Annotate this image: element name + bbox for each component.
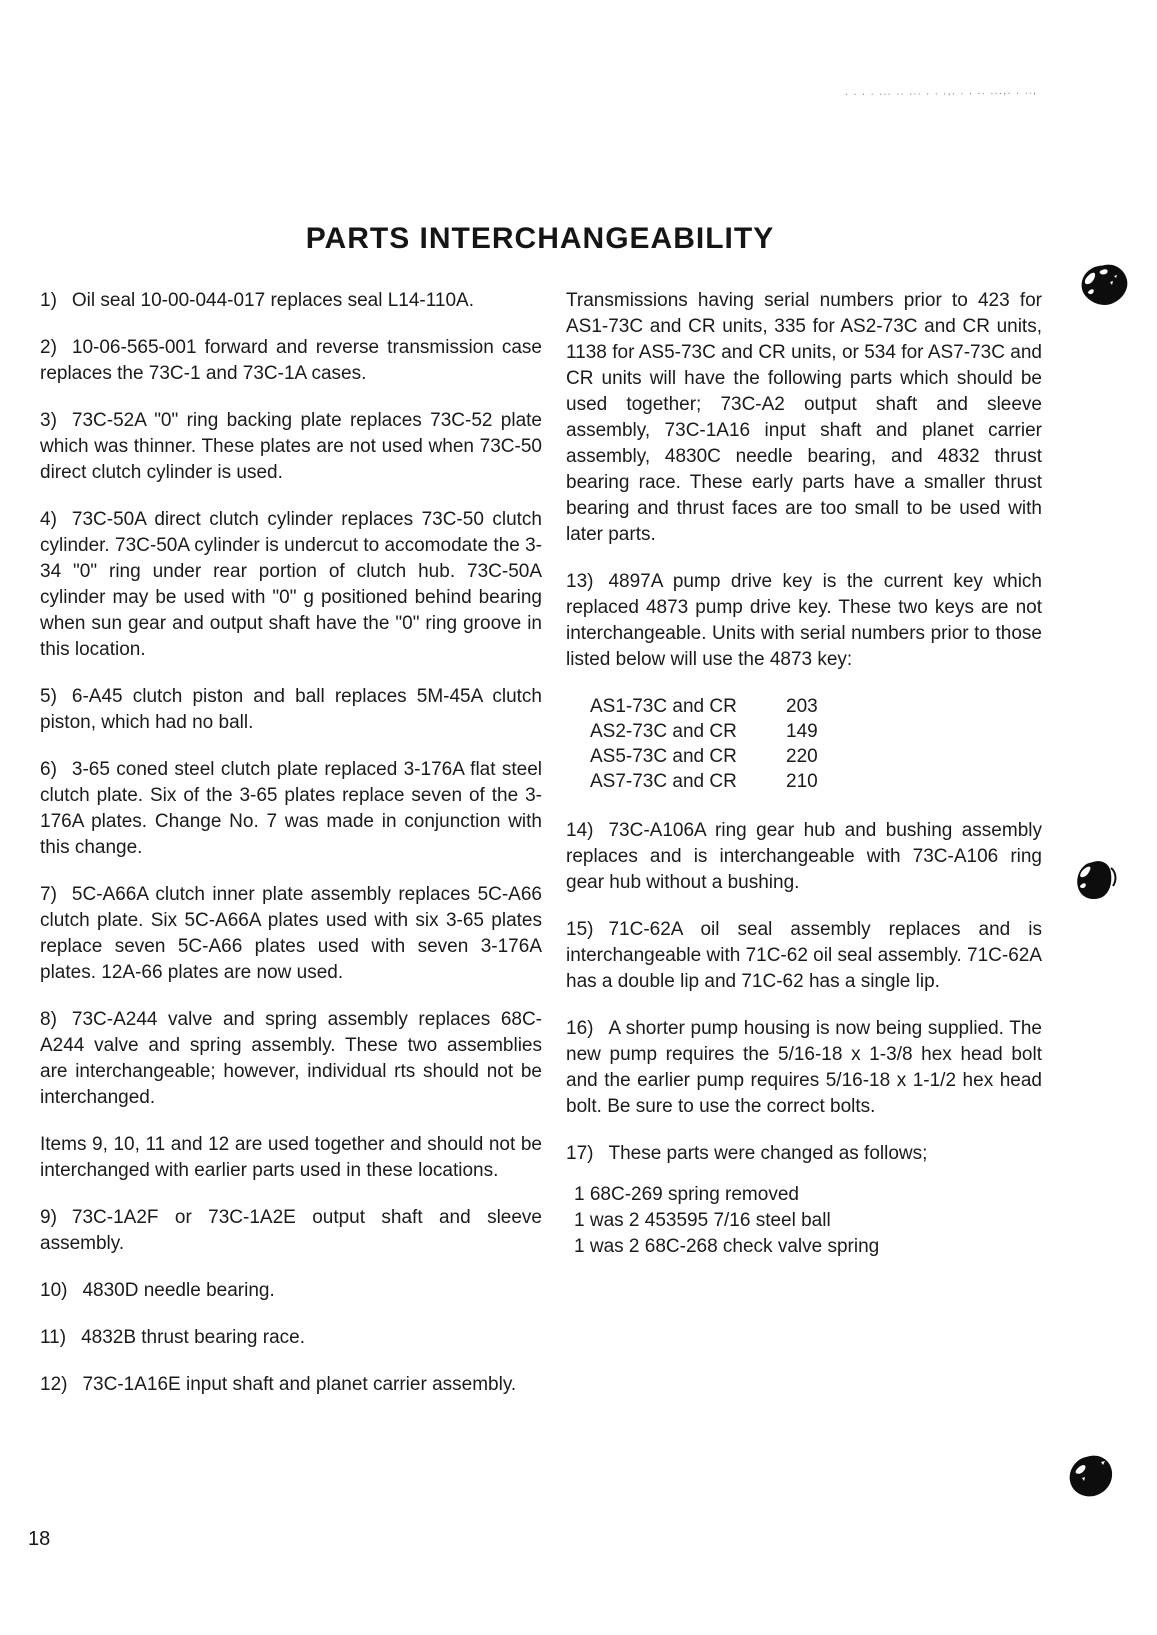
parts-item-3	[40, 408, 542, 486]
unit-model: AS7-73C and CR	[590, 771, 737, 793]
parts-item-1	[40, 288, 542, 314]
item-number: 12)	[40, 1374, 68, 1396]
parts-item-17	[566, 1141, 1042, 1167]
serial-number-table	[590, 694, 1042, 794]
item-text: 73C-A244 valve and spring assembly replaces 68C-A244 valve and spring assembly. These two assemblies are interchangeable; however, individual rts should not be interchanged.	[40, 1009, 542, 1109]
unit-model: AS5-73C and CR	[590, 746, 737, 768]
change-line: 1 was 2 68C-268 check valve spring	[574, 1236, 880, 1258]
item-text: Transmissions having serial numbers prior to 423 for AS1-73C and CR units, 335 for AS2-73C and CR units, 1138 for AS5-73C and CR units, or 534 for AS7-73C and CR units will have the following parts which should be used together; 73C-A2 output shaft and sleeve assembly, 73C-1A16 input shaft and planet carrier assembly, 4830C needle bearing, and 4832 thrust bearing race. These early parts have a smaller thrust bearing and thrust faces are too small to be used with later parts.	[566, 290, 1042, 546]
item-number: 17)	[566, 1143, 594, 1165]
ink-blob-artifact	[1068, 1454, 1114, 1503]
change-line: 1 68C-269 spring removed	[574, 1184, 799, 1206]
item-text: 73C-50A direct clutch cylinder replaces 73C-50 clutch cylinder. 73C-50A cylinder is undercut to accomodate the 3-34 "0" ring under rear portion of clutch hub. 73C-50A cylinder may be used with "0" g positioned behind bearing when sun gear and output shaft have the "0" ring groove in this location.	[40, 509, 542, 661]
scan-noise-artifact: . . . . ... .. ... . . .,. . . .. ...,. . ..,	[844, 85, 1038, 99]
serial-number: 220	[786, 746, 818, 768]
item-number: 14)	[566, 820, 594, 842]
page-title: PARTS INTERCHANGEABILITY	[305, 222, 775, 256]
table-row	[590, 769, 1042, 794]
item-text: 4830D needle bearing.	[82, 1280, 275, 1302]
ink-blob-artifact	[1080, 264, 1128, 311]
item-text: 6-A45 clutch piston and ball replaces 5M-45A clutch piston, which had no ball.	[40, 686, 542, 734]
change-list	[574, 1182, 1042, 1260]
left-column	[40, 288, 542, 1419]
item-number: 16)	[566, 1018, 594, 1040]
table-row	[590, 719, 1042, 744]
parts-note-items-9-12	[40, 1132, 542, 1184]
unit-model: AS2-73C and CR	[590, 721, 737, 743]
item-text: 73C-1A2F or 73C-1A2E output shaft and sleeve assembly.	[40, 1207, 542, 1255]
item-text: 3-65 coned steel clutch plate replaced 3-176A flat steel clutch plate. Six of the 3-65 plates replace seven of the 3-176A plates. Change No. 7 was made in conjunction with this change.	[40, 759, 542, 859]
item-number: 10)	[40, 1280, 68, 1302]
item-text: 73C-52A "0" ring backing plate replaces 73C-52 plate which was thinner. These plates are not used when 73C-50 direct clutch cylinder is used.	[40, 410, 542, 484]
table-row	[590, 744, 1042, 769]
item-text: Oil seal 10-00-044-017 replaces seal L14-110A.	[71, 290, 474, 312]
item-text: 73C-1A16E input shaft and planet carrier assembly.	[82, 1374, 517, 1396]
item-number: 2)	[40, 337, 57, 359]
parts-item-2	[40, 335, 542, 387]
serial-number: 210	[786, 771, 818, 793]
item-text: 71C-62A oil seal assembly replaces and is interchangeable with 71C-62 oil seal assembly. 71C-62A has a double lip and 71C-62 has a single lip.	[566, 919, 1042, 993]
item-number: 4)	[40, 509, 57, 531]
item-number: 15)	[566, 919, 594, 941]
parts-item-15	[566, 917, 1042, 995]
parts-item-10	[40, 1278, 542, 1304]
serial-number: 149	[786, 721, 818, 743]
transmissions-intro-paragraph	[566, 288, 1042, 548]
parts-item-6	[40, 757, 542, 861]
parts-item-8	[40, 1007, 542, 1111]
item-text: A shorter pump housing is now being supplied. The new pump requires the 5/16-18 x 1-3/8 hex head bolt and the earlier pump requires 5/16-18 x 1-1/2 hex head bolt. Be sure to use the correct bolts.	[566, 1018, 1042, 1118]
parts-item-7	[40, 882, 542, 986]
item-text: 10-06-565-001 forward and reverse transmission case replaces the 73C-1 and 73C-1A cases.	[40, 337, 542, 385]
two-column-content	[0, 288, 1157, 1419]
item-number: 7)	[40, 884, 57, 906]
item-text: Items 9, 10, 11 and 12 are used together and should not be interchanged with earlier parts used in these locations.	[40, 1134, 542, 1182]
item-text: These parts were changed as follows;	[608, 1143, 928, 1165]
right-column	[566, 288, 1042, 1419]
item-number: 13)	[566, 571, 594, 593]
parts-item-13	[566, 569, 1042, 673]
item-number: 5)	[40, 686, 57, 708]
parts-item-9	[40, 1205, 542, 1257]
parts-item-14	[566, 818, 1042, 896]
item-text: 4897A pump drive key is the current key which replaced 4873 pump drive key. These two keys are not interchangeable. Units with serial numbers prior to those listed below will use the 4873 key:	[566, 571, 1042, 671]
item-number: 9)	[40, 1207, 57, 1229]
parts-item-4	[40, 507, 542, 663]
unit-model: AS1-73C and CR	[590, 696, 737, 718]
change-line: 1 was 2 453595 7/16 steel ball	[574, 1210, 831, 1232]
item-number: 8)	[40, 1009, 57, 1031]
parts-item-16	[566, 1016, 1042, 1120]
item-number: 1)	[40, 290, 57, 312]
item-number: 11)	[40, 1327, 67, 1349]
item-text: 73C-A106A ring gear hub and bushing assembly replaces and is interchangeable with 73C-A106 ring gear hub without a bushing.	[566, 820, 1042, 894]
table-row	[590, 694, 1042, 719]
parts-item-5	[40, 684, 542, 736]
page-number: 18	[28, 1528, 51, 1550]
serial-number: 203	[786, 696, 818, 718]
item-text: 5C-A66A clutch inner plate assembly replaces 5C-A66 clutch plate. Six 5C-A66A plates used with six 3-65 plates replace seven 5C-A66 plates used with seven 3-176A plates. 12A-66 plates are now used.	[40, 884, 542, 984]
item-text: 4832B thrust bearing race.	[81, 1327, 305, 1349]
item-number: 3)	[40, 410, 57, 432]
ink-blob-artifact	[1075, 860, 1119, 907]
parts-item-12	[40, 1372, 542, 1398]
item-number: 6)	[40, 759, 57, 781]
parts-item-11	[40, 1325, 542, 1351]
